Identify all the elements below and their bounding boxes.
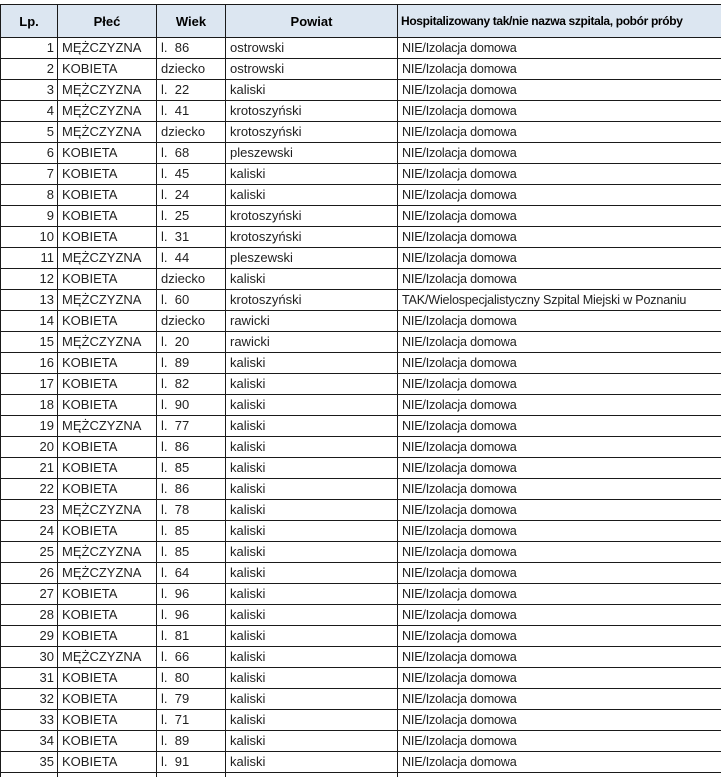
cell-plec: KOBIETA xyxy=(58,227,157,248)
cell-lp: 9 xyxy=(1,206,58,227)
cell-lp: 18 xyxy=(1,395,58,416)
table-row xyxy=(1,752,721,773)
cell-powiat: kaliski xyxy=(226,710,398,731)
cell-wiek: l. 20 xyxy=(157,332,226,353)
cell-wiek: dziecko xyxy=(157,269,226,290)
cell-wiek: l. 85 xyxy=(157,542,226,563)
cell-powiat: kaliski xyxy=(226,458,398,479)
cell-hospitalizacja: NIE/Izolacja domowa xyxy=(398,563,721,584)
cell-plec: MĘŻCZYZNA xyxy=(58,563,157,584)
cell-powiat: ostrowski xyxy=(226,38,398,59)
table-row xyxy=(1,437,721,458)
cell-hospitalizacja: NIE/Izolacja domowa xyxy=(398,542,721,563)
cell-lp: 5 xyxy=(1,122,58,143)
cell-hospitalizacja: NIE/Izolacja domowa xyxy=(398,353,721,374)
table-row xyxy=(1,101,721,122)
table-row xyxy=(1,647,721,668)
cell-wiek: l. 24 xyxy=(157,185,226,206)
column-header-plec: Płeć xyxy=(58,5,157,38)
cell-wiek: l. 31 xyxy=(157,227,226,248)
column-header-wiek: Wiek xyxy=(157,5,226,38)
cell-lp: 19 xyxy=(1,416,58,437)
cell-lp: 12 xyxy=(1,269,58,290)
cell-powiat: ostrowski xyxy=(226,59,398,80)
cell-hospitalizacja: NIE/Izolacja domowa xyxy=(398,311,721,332)
cell-powiat: kaliski xyxy=(226,353,398,374)
cell-plec: KOBIETA xyxy=(58,689,157,710)
cell-wiek: l. 78 xyxy=(157,500,226,521)
cell-plec: KOBIETA xyxy=(58,143,157,164)
table-row xyxy=(1,185,721,206)
cell-hospitalizacja: NIE/Izolacja domowa xyxy=(398,395,721,416)
cell-hospitalizacja: NIE/Izolacja domowa xyxy=(398,710,721,731)
cell-hospitalizacja: NIE/Izolacja domowa xyxy=(398,752,721,773)
cell-hospitalizacja: NIE/Izolacja domowa xyxy=(398,206,721,227)
cell-plec: MĘŻCZYZNA xyxy=(58,647,157,668)
table-row xyxy=(1,248,721,269)
cell-powiat: pleszewski xyxy=(226,248,398,269)
table-row xyxy=(1,626,721,647)
cell-lp: 27 xyxy=(1,584,58,605)
cell-hospitalizacja: NIE/Izolacja domowa xyxy=(398,416,721,437)
cell-plec: KOBIETA xyxy=(58,458,157,479)
cell-wiek: l. 90 xyxy=(157,395,226,416)
table-row xyxy=(1,416,721,437)
cell-hospitalizacja: NIE/Izolacja domowa xyxy=(398,521,721,542)
cell-plec: MĘŻCZYZNA xyxy=(58,500,157,521)
table-row xyxy=(1,206,721,227)
cell-wiek: dziecko xyxy=(157,122,226,143)
cell-powiat: kaliski xyxy=(226,521,398,542)
cell-powiat: rawicki xyxy=(226,311,398,332)
cell-hospitalizacja: NIE/Izolacja domowa xyxy=(398,122,721,143)
table-row xyxy=(1,290,721,311)
table-row xyxy=(1,668,721,689)
cell-lp: 30 xyxy=(1,647,58,668)
cell-powiat: kaliski xyxy=(226,689,398,710)
cell-plec: KOBIETA xyxy=(58,521,157,542)
cell-powiat: krotoszyński xyxy=(226,122,398,143)
cell-hospitalizacja: NIE/Izolacja domowa xyxy=(398,626,721,647)
cell-wiek: l. 96 xyxy=(157,605,226,626)
cell-powiat: kaliski xyxy=(226,752,398,773)
cell-hospitalizacja: NIE/Izolacja domowa xyxy=(398,227,721,248)
cell-wiek: l. 80 xyxy=(157,668,226,689)
cell-lp: 23 xyxy=(1,500,58,521)
cell-lp: 21 xyxy=(1,458,58,479)
cell-lp: 28 xyxy=(1,605,58,626)
table-row xyxy=(1,731,721,752)
cell-lp: 3 xyxy=(1,80,58,101)
cell-plec: KOBIETA xyxy=(58,710,157,731)
cell-lp: 16 xyxy=(1,353,58,374)
cell-plec: KOBIETA xyxy=(58,752,157,773)
table-header xyxy=(1,5,721,38)
cell-powiat: kaliski xyxy=(226,605,398,626)
table-row xyxy=(1,38,721,59)
cell-powiat: kaliski xyxy=(226,437,398,458)
cell-hospitalizacja: TAK/Wielospecjalistyczny Szpital Miejski w Poznaniu xyxy=(398,290,721,311)
table-row xyxy=(1,59,721,80)
cell-plec: KOBIETA xyxy=(58,374,157,395)
cell-plec: KOBIETA xyxy=(58,437,157,458)
cell-plec: MĘŻCZYZNA xyxy=(58,332,157,353)
cell-hospitalizacja: NIE/Izolacja domowa xyxy=(398,647,721,668)
cell-lp: 2 xyxy=(1,59,58,80)
table-row xyxy=(1,332,721,353)
cell-plec: KOBIETA xyxy=(58,605,157,626)
cases-table xyxy=(0,4,721,777)
cell-wiek: l. 77 xyxy=(157,416,226,437)
cell-hospitalizacja: NIE/Izolacja domowa xyxy=(398,479,721,500)
cell-lp: 32 xyxy=(1,689,58,710)
cell-lp: 35 xyxy=(1,752,58,773)
cell-lp: 25 xyxy=(1,542,58,563)
table-row xyxy=(1,80,721,101)
cell-powiat: kaliski xyxy=(226,584,398,605)
cell-empty xyxy=(398,773,721,777)
cell-plec: MĘŻCZYZNA xyxy=(58,38,157,59)
cell-plec: MĘŻCZYZNA xyxy=(58,542,157,563)
cell-wiek: l. 86 xyxy=(157,437,226,458)
cell-lp: 17 xyxy=(1,374,58,395)
cell-wiek: l. 85 xyxy=(157,521,226,542)
cell-wiek: l. 68 xyxy=(157,143,226,164)
cell-lp: 34 xyxy=(1,731,58,752)
table-row xyxy=(1,563,721,584)
cell-wiek: l. 82 xyxy=(157,374,226,395)
cell-hospitalizacja: NIE/Izolacja domowa xyxy=(398,374,721,395)
cell-plec: KOBIETA xyxy=(58,353,157,374)
cell-hospitalizacja: NIE/Izolacja domowa xyxy=(398,689,721,710)
cell-hospitalizacja: NIE/Izolacja domowa xyxy=(398,38,721,59)
cell-wiek: l. 91 xyxy=(157,752,226,773)
cell-plec: KOBIETA xyxy=(58,185,157,206)
table-row xyxy=(1,710,721,731)
cell-empty xyxy=(1,773,58,777)
cell-wiek: l. 89 xyxy=(157,731,226,752)
cell-hospitalizacja: NIE/Izolacja domowa xyxy=(398,185,721,206)
cell-hospitalizacja: NIE/Izolacja domowa xyxy=(398,668,721,689)
cell-wiek: l. 96 xyxy=(157,584,226,605)
cell-lp: 33 xyxy=(1,710,58,731)
cell-wiek: l. 45 xyxy=(157,164,226,185)
cell-powiat: kaliski xyxy=(226,500,398,521)
cell-powiat: kaliski xyxy=(226,668,398,689)
cell-hospitalizacja: NIE/Izolacja domowa xyxy=(398,248,721,269)
cell-powiat: krotoszyński xyxy=(226,206,398,227)
cell-lp: 22 xyxy=(1,479,58,500)
cell-lp: 10 xyxy=(1,227,58,248)
cell-hospitalizacja: NIE/Izolacja domowa xyxy=(398,80,721,101)
cell-wiek: l. 81 xyxy=(157,626,226,647)
cell-powiat: kaliski xyxy=(226,80,398,101)
cell-plec: KOBIETA xyxy=(58,269,157,290)
cell-wiek: l. 86 xyxy=(157,38,226,59)
cell-lp: 1 xyxy=(1,38,58,59)
table-row xyxy=(1,311,721,332)
cell-wiek: l. 66 xyxy=(157,647,226,668)
cell-wiek: l. 85 xyxy=(157,458,226,479)
cell-plec: MĘŻCZYZNA xyxy=(58,80,157,101)
cell-lp: 15 xyxy=(1,332,58,353)
cell-lp: 24 xyxy=(1,521,58,542)
cell-empty xyxy=(226,773,398,777)
cell-plec: MĘŻCZYZNA xyxy=(58,101,157,122)
cell-hospitalizacja: NIE/Izolacja domowa xyxy=(398,731,721,752)
table-row xyxy=(1,374,721,395)
table-row xyxy=(1,164,721,185)
cell-plec: MĘŻCZYZNA xyxy=(58,290,157,311)
cell-powiat: pleszewski xyxy=(226,143,398,164)
table-row xyxy=(1,689,721,710)
cell-hospitalizacja: NIE/Izolacja domowa xyxy=(398,164,721,185)
cell-hospitalizacja: NIE/Izolacja domowa xyxy=(398,437,721,458)
cell-wiek: l. 71 xyxy=(157,710,226,731)
cell-empty xyxy=(157,773,226,777)
cell-powiat: kaliski xyxy=(226,185,398,206)
cell-hospitalizacja: NIE/Izolacja domowa xyxy=(398,500,721,521)
cell-plec: KOBIETA xyxy=(58,584,157,605)
column-header-lp: Lp. xyxy=(1,5,58,38)
cell-hospitalizacja: NIE/Izolacja domowa xyxy=(398,605,721,626)
cell-powiat: kaliski xyxy=(226,563,398,584)
cell-lp: 7 xyxy=(1,164,58,185)
cell-wiek: dziecko xyxy=(157,311,226,332)
table-row xyxy=(1,605,721,626)
cell-plec: MĘŻCZYZNA xyxy=(58,248,157,269)
cell-plec: KOBIETA xyxy=(58,626,157,647)
cell-lp: 14 xyxy=(1,311,58,332)
cell-hospitalizacja: NIE/Izolacja domowa xyxy=(398,584,721,605)
cell-powiat: krotoszyński xyxy=(226,101,398,122)
table-row xyxy=(1,395,721,416)
cell-wiek: l. 89 xyxy=(157,353,226,374)
cell-plec: KOBIETA xyxy=(58,206,157,227)
cell-wiek: dziecko xyxy=(157,59,226,80)
table-row xyxy=(1,542,721,563)
cell-lp: 13 xyxy=(1,290,58,311)
cell-wiek: l. 41 xyxy=(157,101,226,122)
cell-powiat: krotoszyński xyxy=(226,290,398,311)
cell-powiat: kaliski xyxy=(226,479,398,500)
cell-lp: 31 xyxy=(1,668,58,689)
cell-powiat: kaliski xyxy=(226,395,398,416)
table-row xyxy=(1,500,721,521)
column-header-hospitalizacja: Hospitalizowany tak/nie nazwa szpitala, pobór próby xyxy=(398,5,721,38)
table-row xyxy=(1,584,721,605)
cell-plec: KOBIETA xyxy=(58,59,157,80)
cell-hospitalizacja: NIE/Izolacja domowa xyxy=(398,458,721,479)
cell-plec: KOBIETA xyxy=(58,731,157,752)
cell-wiek: l. 60 xyxy=(157,290,226,311)
column-header-powiat: Powiat xyxy=(226,5,398,38)
cell-wiek: l. 44 xyxy=(157,248,226,269)
cell-powiat: kaliski xyxy=(226,374,398,395)
cell-wiek: l. 79 xyxy=(157,689,226,710)
cell-powiat: kaliski xyxy=(226,731,398,752)
cell-lp: 8 xyxy=(1,185,58,206)
cell-powiat: kaliski xyxy=(226,542,398,563)
cell-lp: 11 xyxy=(1,248,58,269)
cell-plec: MĘŻCZYZNA xyxy=(58,122,157,143)
cell-powiat: krotoszyński xyxy=(226,227,398,248)
cell-plec: KOBIETA xyxy=(58,164,157,185)
cell-lp: 4 xyxy=(1,101,58,122)
partial-row xyxy=(1,773,721,777)
cell-plec: KOBIETA xyxy=(58,668,157,689)
cell-plec: KOBIETA xyxy=(58,311,157,332)
cell-wiek: l. 64 xyxy=(157,563,226,584)
header-row xyxy=(1,5,721,38)
cell-hospitalizacja: NIE/Izolacja domowa xyxy=(398,59,721,80)
cell-powiat: kaliski xyxy=(226,626,398,647)
table-row xyxy=(1,122,721,143)
table-row xyxy=(1,479,721,500)
cell-hospitalizacja: NIE/Izolacja domowa xyxy=(398,269,721,290)
cell-lp: 20 xyxy=(1,437,58,458)
cell-plec: MĘŻCZYZNA xyxy=(58,416,157,437)
cell-powiat: kaliski xyxy=(226,269,398,290)
cell-wiek: l. 86 xyxy=(157,479,226,500)
cell-empty xyxy=(58,773,157,777)
cell-wiek: l. 22 xyxy=(157,80,226,101)
cell-powiat: kaliski xyxy=(226,416,398,437)
cell-powiat: kaliski xyxy=(226,164,398,185)
cell-powiat: rawicki xyxy=(226,332,398,353)
table-row xyxy=(1,269,721,290)
table-row xyxy=(1,227,721,248)
table-body xyxy=(1,38,721,777)
cell-lp: 29 xyxy=(1,626,58,647)
cell-hospitalizacja: NIE/Izolacja domowa xyxy=(398,143,721,164)
cell-wiek: l. 25 xyxy=(157,206,226,227)
table-row xyxy=(1,143,721,164)
table-row xyxy=(1,353,721,374)
cell-lp: 26 xyxy=(1,563,58,584)
cell-hospitalizacja: NIE/Izolacja domowa xyxy=(398,101,721,122)
table-row xyxy=(1,521,721,542)
cell-powiat: kaliski xyxy=(226,647,398,668)
cell-lp: 6 xyxy=(1,143,58,164)
cell-plec: KOBIETA xyxy=(58,479,157,500)
table-row xyxy=(1,458,721,479)
cell-hospitalizacja: NIE/Izolacja domowa xyxy=(398,332,721,353)
cell-plec: KOBIETA xyxy=(58,395,157,416)
